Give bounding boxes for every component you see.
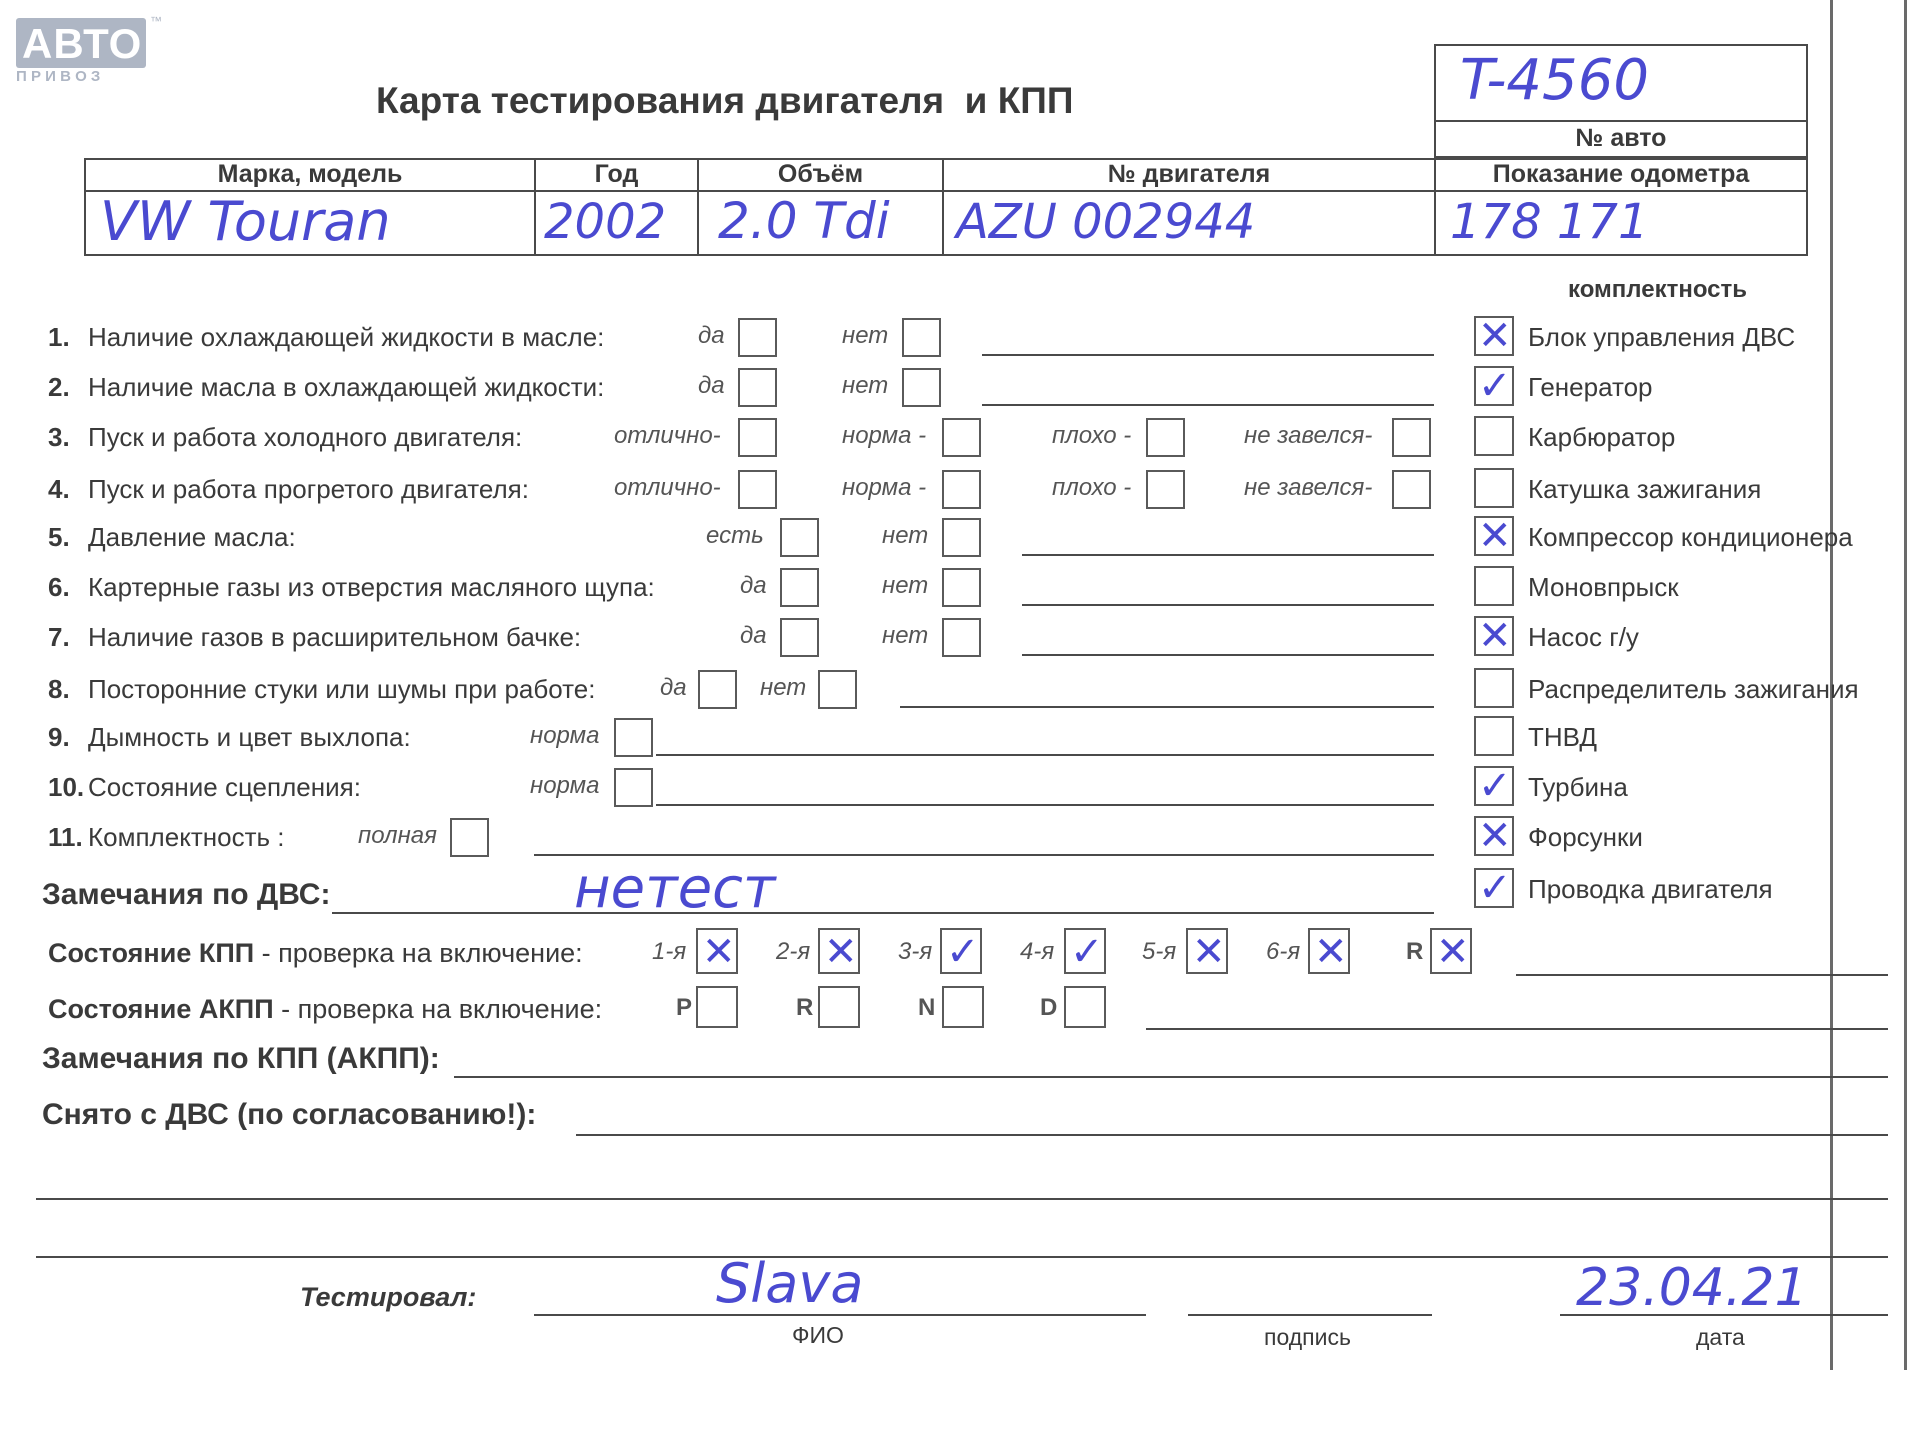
- removed-line: [576, 1134, 1888, 1136]
- akpp-gear-label: P: [676, 994, 693, 1021]
- option-label: нет: [882, 522, 929, 549]
- question-number: 3.: [48, 422, 70, 452]
- check-mark-icon: ✕: [1478, 813, 1512, 859]
- right-edge-line: [1904, 0, 1907, 1370]
- option-checkbox[interactable]: [450, 818, 489, 857]
- question-number: 9.: [48, 722, 70, 752]
- option-checkbox[interactable]: [942, 618, 981, 657]
- gear-label: 1-я: [652, 938, 687, 965]
- completeness-title: комплектность: [1568, 276, 1748, 303]
- completeness-checkbox[interactable]: [1474, 716, 1514, 756]
- option-checkbox[interactable]: [614, 768, 653, 807]
- option-label: не завелся-: [1244, 422, 1373, 449]
- value-model: VW Touran: [100, 190, 391, 253]
- question-text: Комплектность :: [88, 822, 285, 852]
- question-number: 2.: [48, 372, 70, 402]
- option-checkbox[interactable]: [818, 670, 857, 709]
- kpp-line: [1516, 974, 1888, 976]
- option-label: нет: [882, 572, 929, 599]
- col-header-engine-number: № двигателя: [1107, 160, 1271, 188]
- check-mark-icon: ✕: [824, 929, 858, 975]
- option-label: нет: [842, 322, 889, 349]
- value-engine-number: AZU 002944: [956, 194, 1256, 250]
- option-checkbox[interactable]: [1392, 418, 1431, 457]
- gear-label: 4-я: [1020, 938, 1055, 965]
- option-checkbox[interactable]: [942, 418, 981, 457]
- check-mark-icon: ✕: [1314, 929, 1348, 975]
- answer-line: [1022, 654, 1434, 656]
- option-label: да: [740, 572, 767, 599]
- completeness-item-label: Блок управления ДВС: [1528, 322, 1796, 352]
- question-number: 4.: [48, 474, 70, 504]
- value-volume: 2.0 Tdi: [718, 192, 890, 250]
- tested-name: Slava: [716, 1252, 864, 1315]
- question-text: Посторонние стуки или шумы при работе:: [88, 674, 596, 704]
- col-header-year: Год: [594, 160, 639, 188]
- removed-label: Снято с ДВС (по согласованию!):: [42, 1098, 537, 1131]
- question-text: Наличие масла в охлаждающей жидкости:: [88, 372, 605, 402]
- option-checkbox[interactable]: [614, 718, 653, 757]
- completeness-checkbox[interactable]: [1474, 468, 1514, 508]
- check-mark-icon: ✓: [1070, 929, 1104, 975]
- option-checkbox[interactable]: [902, 318, 941, 357]
- kpp-remarks-line: [454, 1076, 1888, 1078]
- option-checkbox[interactable]: [780, 518, 819, 557]
- option-label: плохо -: [1052, 422, 1132, 449]
- completeness-checkbox[interactable]: [1474, 416, 1514, 456]
- check-mark-icon: ✓: [1478, 763, 1512, 809]
- tested-label: Тестировал:: [300, 1282, 477, 1312]
- logo: [16, 18, 146, 68]
- gear-label: 5-я: [1142, 938, 1177, 965]
- date-label: дата: [1696, 1324, 1745, 1350]
- completeness-item-label: Форсунки: [1528, 822, 1643, 852]
- option-label: да: [698, 372, 725, 399]
- option-label: нет: [760, 674, 807, 701]
- akpp-line: [1146, 1028, 1888, 1030]
- check-mark-icon: ✕: [1478, 313, 1512, 359]
- kpp-remarks-label: Замечания по КПП (АКПП):: [42, 1042, 440, 1075]
- question-text: Картерные газы из отверстия масляного щупа:: [88, 572, 655, 602]
- check-mark-icon: ✓: [1478, 363, 1512, 409]
- completeness-item-label: Катушка зажигания: [1528, 474, 1762, 504]
- col-header-model: Марка, модель: [217, 160, 403, 188]
- completeness-checkbox[interactable]: [1474, 566, 1514, 606]
- fio-label: ФИО: [792, 1322, 844, 1348]
- dvs-remarks-value[interactable]: нетест: [574, 856, 776, 921]
- option-checkbox[interactable]: [942, 568, 981, 607]
- gear-label: 3-я: [898, 938, 933, 965]
- option-label: да: [740, 622, 767, 649]
- option-label: норма -: [842, 422, 927, 449]
- gear-label: 6-я: [1266, 938, 1301, 965]
- dvs-remarks-line: [332, 912, 1434, 914]
- question-text: Давление масла:: [88, 522, 296, 552]
- question-number: 10.: [48, 772, 85, 802]
- option-label: да: [660, 674, 687, 701]
- check-mark-icon: ✕: [1192, 929, 1226, 975]
- completeness-item-label: Турбина: [1528, 772, 1628, 802]
- gear-label: R: [1406, 938, 1424, 965]
- option-checkbox[interactable]: [738, 418, 777, 457]
- option-label: есть: [706, 522, 764, 549]
- question-text: Состояние сцепления:: [88, 772, 361, 802]
- question-number: 6.: [48, 572, 70, 602]
- option-label: полная: [358, 822, 437, 849]
- completeness-item-label: Компрессор кондиционера: [1528, 522, 1853, 552]
- completeness-item-label: Насос г/у: [1528, 622, 1639, 652]
- akpp-gear-label: D: [1040, 994, 1058, 1021]
- question-number: 5.: [48, 522, 70, 552]
- completeness-item-label: Проводка двигателя: [1528, 874, 1773, 904]
- question-text: Наличие газов в расширительном бачке:: [88, 622, 582, 652]
- question-text: Пуск и работа прогретого двигателя:: [88, 474, 529, 504]
- akpp-label: Состояние АКПП - проверка на включение:: [48, 994, 603, 1024]
- option-checkbox[interactable]: [738, 318, 777, 357]
- option-label: нет: [882, 622, 929, 649]
- akpp-gear-checkbox[interactable]: [696, 986, 738, 1028]
- option-checkbox[interactable]: [942, 470, 981, 509]
- tested-date: 23.04.21: [1576, 1258, 1808, 1318]
- question-number: 1.: [48, 322, 70, 352]
- blank-line-1: [36, 1198, 1888, 1200]
- akpp-gear-checkbox[interactable]: [1064, 986, 1106, 1028]
- check-mark-icon: ✕: [1478, 513, 1512, 559]
- question-text: Наличие охлаждающей жидкости в масле:: [88, 322, 605, 352]
- answer-line: [982, 354, 1434, 356]
- option-checkbox[interactable]: [780, 568, 819, 607]
- option-checkbox[interactable]: [1146, 470, 1185, 509]
- question-text: Дымность и цвет выхлопа:: [88, 722, 411, 752]
- question-number: 11.: [48, 822, 83, 852]
- check-mark-icon: ✓: [946, 929, 980, 975]
- completeness-item-label: Распределитель зажигания: [1528, 674, 1859, 704]
- car-number-value: T-4560: [1460, 48, 1649, 113]
- check-mark-icon: ✓: [1478, 865, 1512, 911]
- option-label: плохо -: [1052, 474, 1132, 501]
- completeness-item-label: ТНВД: [1528, 722, 1598, 752]
- col-header-odometer: Показание одометра: [1492, 160, 1750, 188]
- completeness-item-label: Моновпрыск: [1528, 572, 1679, 602]
- option-checkbox[interactable]: [738, 368, 777, 407]
- option-checkbox[interactable]: [942, 518, 981, 557]
- akpp-gear-checkbox[interactable]: [818, 986, 860, 1028]
- option-label: да: [698, 322, 725, 349]
- answer-line: [982, 404, 1434, 406]
- akpp-gear-label: N: [918, 994, 936, 1021]
- answer-line: [900, 706, 1434, 708]
- value-year: 2002: [544, 194, 667, 250]
- sign-label: подпись: [1264, 1324, 1351, 1350]
- akpp-gear-label: R: [796, 994, 814, 1021]
- logo-text: АВТО: [22, 20, 143, 67]
- option-label: отлично-: [614, 474, 721, 501]
- completeness-checkbox[interactable]: [1474, 668, 1514, 708]
- option-checkbox[interactable]: [1146, 418, 1185, 457]
- answer-line: [656, 754, 1434, 756]
- completeness-item-label: Карбюратор: [1528, 422, 1676, 452]
- value-odometer: 178 171: [1450, 194, 1649, 250]
- question-number: 7.: [48, 622, 70, 652]
- option-label: нет: [842, 372, 889, 399]
- completeness-item-label: Генератор: [1528, 372, 1653, 402]
- logo-subtitle: П Р И В О З: [16, 68, 101, 85]
- check-mark-icon: ✕: [1478, 613, 1512, 659]
- car-number-label: № авто: [1575, 124, 1667, 152]
- option-label: не завелся-: [1244, 474, 1373, 501]
- col-header-volume: Объём: [777, 160, 864, 188]
- option-checkbox[interactable]: [738, 470, 777, 509]
- akpp-gear-checkbox[interactable]: [942, 986, 984, 1028]
- option-label: отлично-: [614, 422, 721, 449]
- option-label: норма: [530, 722, 600, 749]
- option-checkbox[interactable]: [698, 670, 737, 709]
- sign-line: [1188, 1314, 1432, 1316]
- answer-line: [656, 804, 1434, 806]
- answer-line: [1022, 604, 1434, 606]
- option-checkbox[interactable]: [780, 618, 819, 657]
- question-number: 8.: [48, 674, 70, 704]
- question-text: Пуск и работа холодного двигателя:: [88, 422, 523, 452]
- dvs-remarks-label: Замечания по ДВС:: [42, 878, 331, 911]
- answer-line: [1022, 554, 1434, 556]
- gear-label: 2-я: [776, 938, 811, 965]
- kpp-label: Состояние КПП - проверка на включение:: [48, 938, 583, 968]
- option-checkbox[interactable]: [902, 368, 941, 407]
- option-label: норма: [530, 772, 600, 799]
- check-mark-icon: ✕: [1436, 929, 1470, 975]
- check-mark-icon: ✕: [702, 929, 736, 975]
- option-checkbox[interactable]: [1392, 470, 1431, 509]
- page-title: Карта тестирования двигателя и КПП: [376, 80, 1074, 121]
- logo-tm: ™: [150, 14, 162, 28]
- option-label: норма -: [842, 474, 927, 501]
